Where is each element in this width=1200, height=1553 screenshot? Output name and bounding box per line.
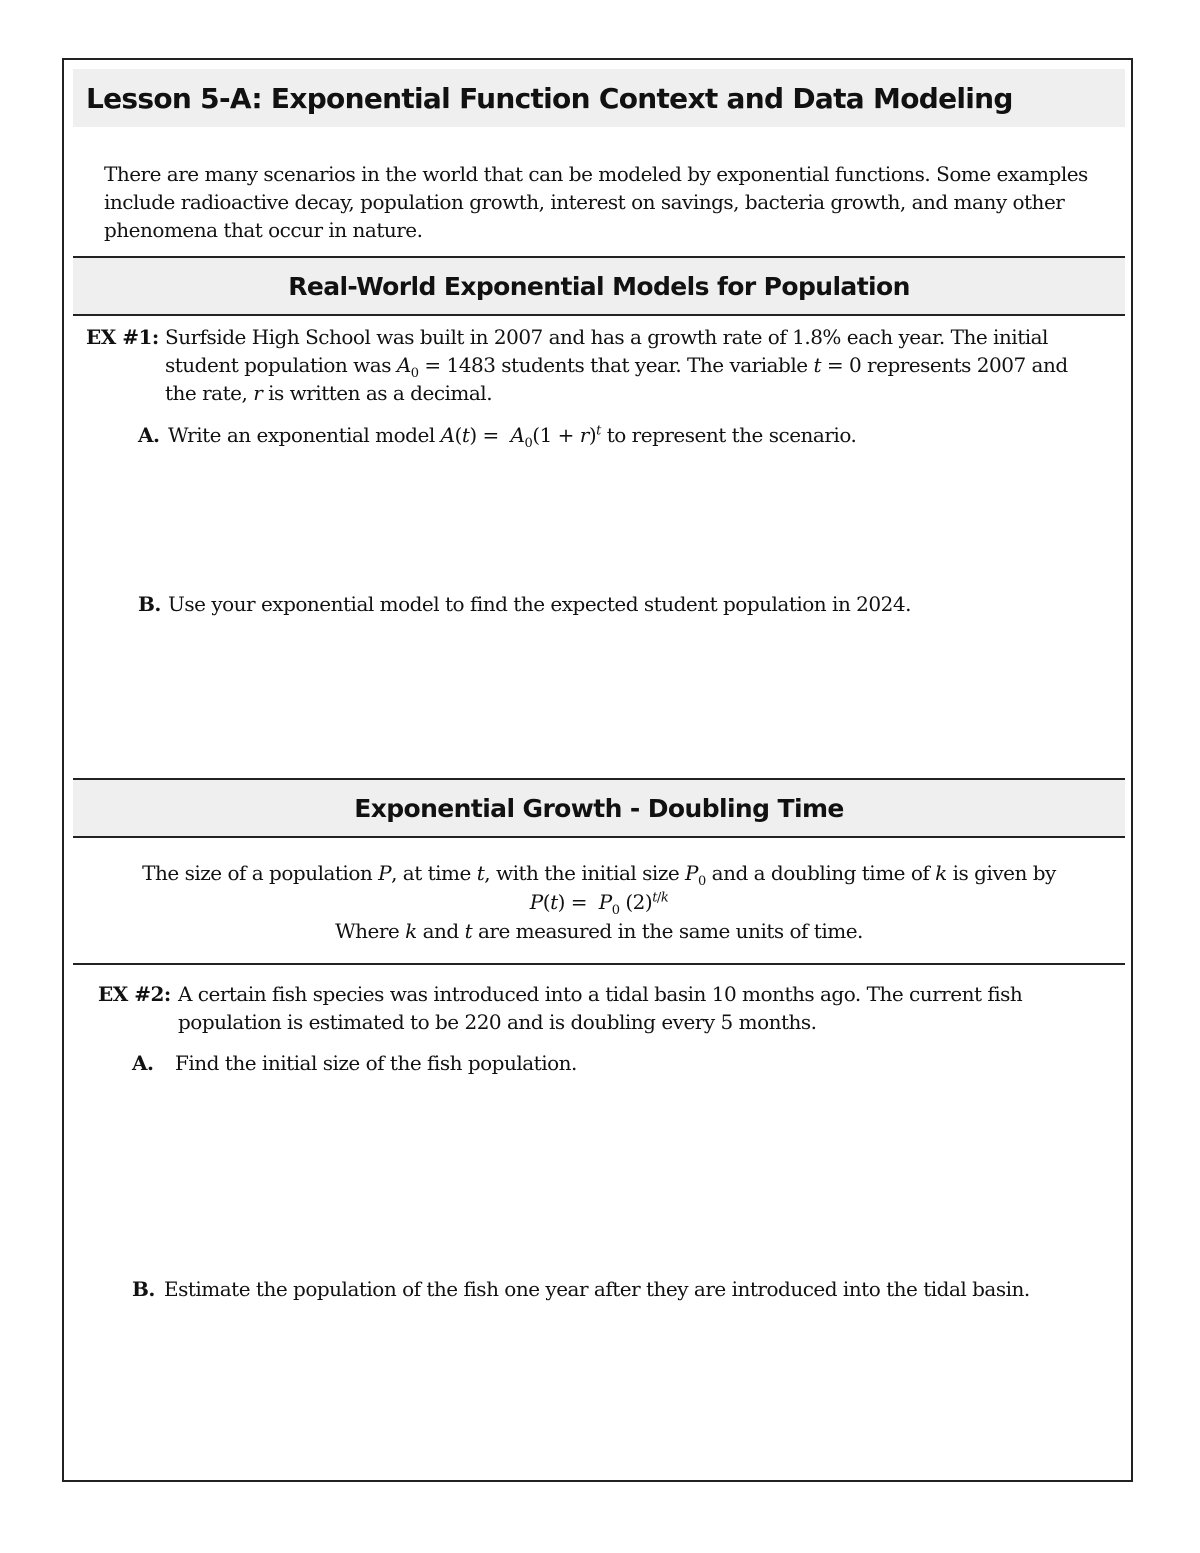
worksheet-frame [62,58,1133,1482]
intro-paragraph: There are many scenarios in the world that can be modeled by exponential functions. Some examples include radioactive decay, population growth, interest on savings, bacteria growth, and many other phenomena that occur in nature. [104,162,1088,242]
lesson-title-bar [73,69,1125,127]
section-title: Exponential Growth - Doubling Time [354,793,844,823]
formula-description: The size of a population P, at time t, with the initial size $P_0$ and a doubling time of k is given by [142,861,1056,889]
section-header-population-models [73,256,1125,316]
example-2-part-b-label: B. [132,1277,155,1301]
example-2-part-a-label: A. [132,1051,154,1075]
formula-units-note: Where k and t are measured in the same units of time. [335,919,863,943]
section-header-doubling-time [73,778,1125,838]
example-1-text: Surfside High School was built in 2007 and has a growth rate of 1.8% each year. The initial student population was $A_0 = 1483$ students that year. The variable t = 0 represents 2007 and the rate, r is written as a decimal. [165,325,1068,405]
lesson-title: Lesson 5-A: Exponential Function Context and Data Modeling [86,81,1013,115]
example-2-part-b-text: Estimate the population of the fish one year after they are introduced into the tidal basin. [164,1277,1030,1301]
example-2-text: A certain fish species was introduced into a tidal basin 10 months ago. The current fish population is estimated to be 220 and is doubling every 5 months. [178,982,1023,1034]
section-title: Real-World Exponential Models for Population [288,271,910,301]
example-2-part-a-text: Find the initial size of the fish population. [175,1051,577,1075]
example-1-label: EX #1: [86,325,159,349]
example-1-part-a-text: Write an exponential model $A(t) = A_0(1 + r)^t$ to represent the scenario. [168,423,857,451]
example-2-label: EX #2: [98,982,171,1006]
example-1-part-b-label: B. [138,592,161,616]
doubling-formula-block [73,859,1125,946]
doubling-formula: $P(t) = P_0$ $(2)^{t/k}$ [529,890,669,918]
example-1-part-a-label: A. [138,423,160,447]
divider [73,963,1125,965]
example-1-part-b-text: Use your exponential model to find the expected student population in 2024. [168,592,911,616]
